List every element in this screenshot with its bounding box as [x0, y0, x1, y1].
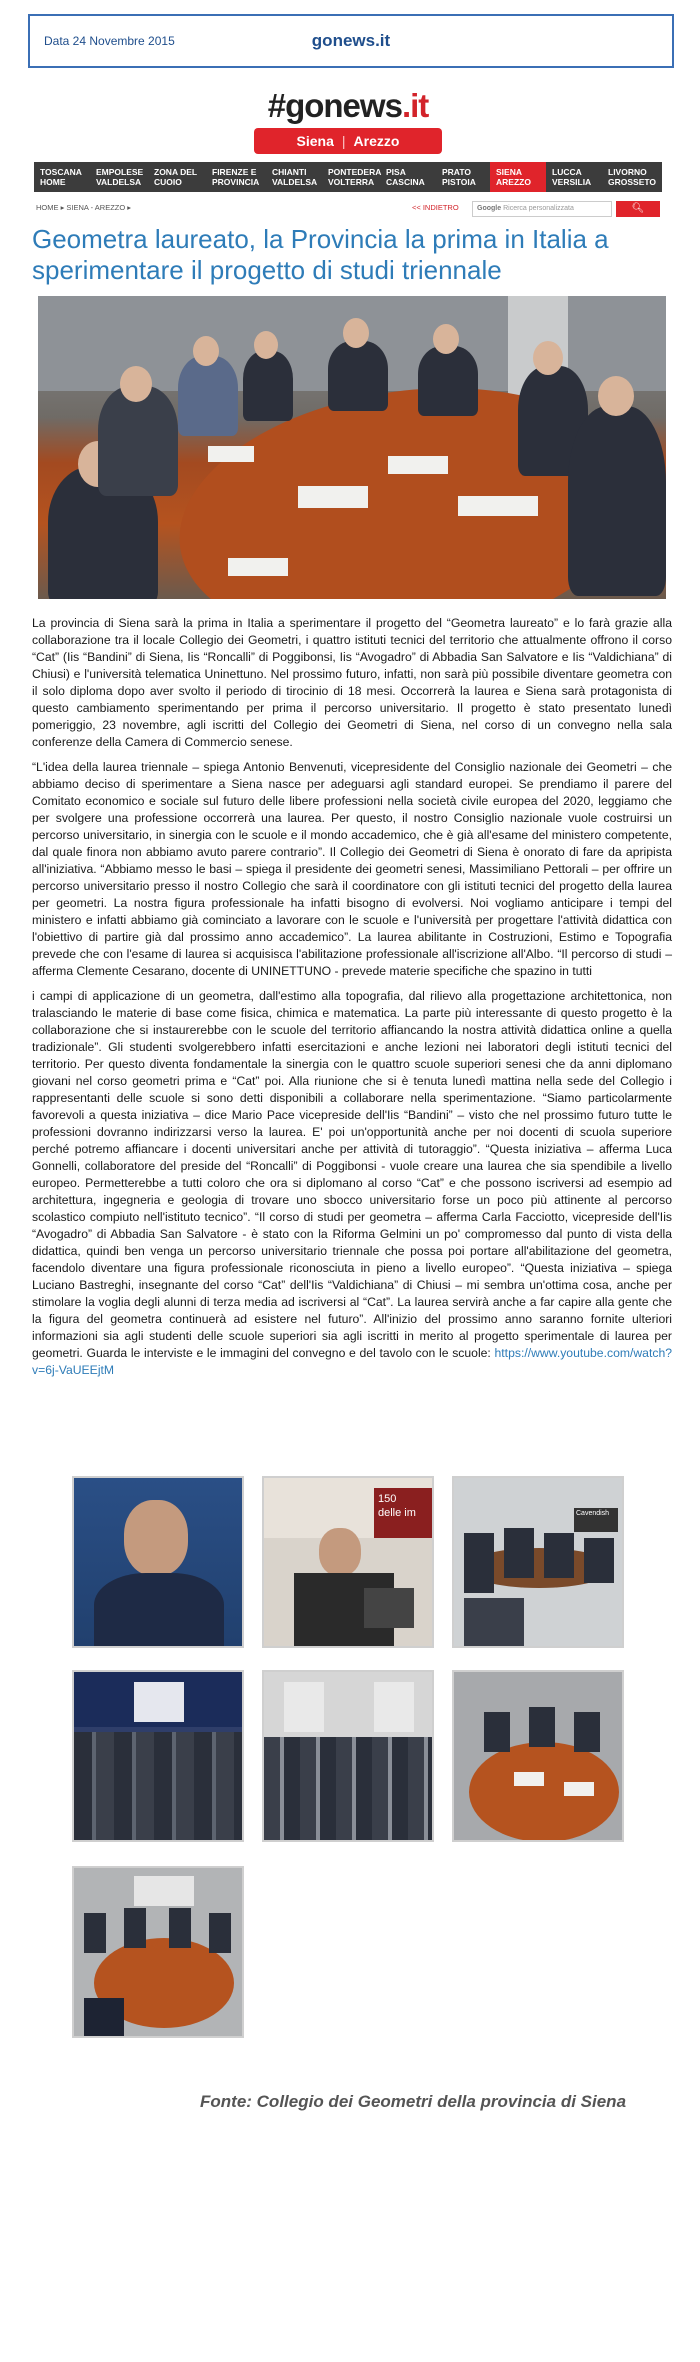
nav-item-zona-del-cuoio[interactable]: ZONA DEL CUOIO — [154, 167, 198, 187]
breadcrumb[interactable]: HOME ▸ SIENA - AREZZO ▸ — [36, 203, 132, 212]
article-paragraph: “L'idea della laurea triennale – spiega Antonio Benvenuti, vicepresidente del Consiglio nazionale dei Geometri – che abbiamo deciso di sperimentare a Siena nasce per adeguarsi agli standard europei. Se prendiamo il parere del Comitato economico e sociale sul futuro delle libere professioni nella società civile europea del 2020, leggiamo che per svolgere una professione occorrerà una laurea. Per questo, il nostro Consiglio nazionale vuole costruirsi un percorso universitario, in sinergia con le scuole e il mondo accademico, che è già all'esame del ministero competente, dal quale finora non abbiamo avuto parere contrario”. Il Collegio dei Geometri di Siena è onorato di fare da apripista all'iniziativa. “Abbiamo messo le basi – spiega il presidente dei geometri senesi, Massimiliano Pettorali – per offrire un percorso universitario presso il nostro Collegio che sarà il coordinatore con gli istituti tecnici del progetto della laurea per geometri. La nostra figura professionale ha infatti bisogno di evolversi. Noi vogliamo anticipare i tempi del ministero e infatti abbiamo già cominciato a lavorare con le scuole e l'università per progettare l'attività didattica con l'obiettivo di partire già dal prossimo anno accademico”. La laurea abilitante in Costruzioni, Estimo e Topografia prevede che con l'esame di laurea si acquisisca l'abilitazione professionale all'iscrizione all'Albo. “Il percorso di studi – afferma Clemente Cesarano, docente di UNINETTUNO - prevede materie specifiche che spazino in tutti — [32, 760, 672, 978]
main-navigation — [34, 162, 662, 192]
sign-text: Cavendish — [574, 1508, 618, 1532]
search-placeholder: Ricerca personalizzata — [503, 205, 574, 212]
banner-text: 150 delle im — [374, 1488, 434, 1538]
nav-item-lucca-versilia[interactable]: LUCCA VERSILIA — [552, 167, 592, 187]
nav-item-toscana-home[interactable]: TOSCANA HOME — [40, 167, 82, 187]
gallery-thumbnail[interactable] — [262, 1670, 434, 1842]
article-paragraph: i campi di applicazione di un geometra, dall'estimo alla topografia, dal rilievo alla progettazione architettonica, non tralasciando le materie di base come fisica, chimica e matematica. La parte più interessante di questo progetto è la collaborazione che si instaurerebbe con le scuole del territorio affiancando la nostra attività didattica online a quella tradizionale”. Gli studenti svolgerebbero infatti esercitazioni e anche lezioni nei laboratori degli istituti tecnici del territorio. Per questo diventa fondamentale la sinergia con le quattro scuole superiori senesi che da anni diplomano giovani nel corso geometri prima e “Cat” poi. Alla riunione che si è tenuta lunedì mattina nella sede del Collegio i rappresentanti delle scuole si sono detti disponibili a collaborare nella sperimentazione. “Siamo particolarmente favorevoli a questa iniziativa – dice Mario Pace vicepreside dell'Iis “Bandini” – visto che nel prossimo futuro tutte le professioni dovranno indirizzarsi verso la laurea. E' poi un'opportunità anche per noi docenti di scuola superiore perché potremo affiancare i docenti universitari anche per attività di tutoraggio”. “Questa iniziativa – afferma Luca Gonnelli, collaboratore del preside del “Roncalli” di Poggibonsi - vuole creare una laurea che sia spendibile a livello europeo. Permetterebbe a tutti coloro che ora si diplomano al corso “Cat” e che possono iscriversi ad esempio ad architettura, ingegneria e geologia di trovare uno sbocco universitario forse un poco più attinente al percorso scolastico compiuto nell'istituto tecnico”. “Il corso di studi per geometra – afferma Carla Facciotto, vicepreside dell'Iis “Avogadro” di Abbadia San Salvatore - è stato con la Riforma Gelmini un po' compromesso dal punto di vista della didattica, quindi ben venga un percorso universitario triennale che possa poi portare all'abilitazione del geometra, facendolo diventare una figura professionale riconosciuta in pieno a livello europeo”. “Questa iniziativa – spiega Luciano Bastreghi, insegnante del corso “Cat” dell'Iis “Valdichiana” di Chiusi – mi sembra un'ottima cosa, anche per stimolare la voglia degli alunni di terza media ad iscriversi al “Cat”. La laurea servirà anche a far capire alla gente che la figura del geometra continuerà ad esistere nel futuro”. All'inizio del prossimo anno saranno fornite ulteriori informazioni sia agli studenti delle scuole superiori sia agli iscritti in merito al progetto sperimentale di laurea per geometri. Guarda le interviste e le immagini del convegno e del tavolo con le scuole: https://www.youtube.com/watch?v=6j-VaUEEjtM — [32, 989, 672, 1377]
nav-item-prato-pistoia[interactable]: PRATO PISTOIA — [442, 167, 476, 187]
nav-item-chianti-valdelsa[interactable]: CHIANTI VALDELSA — [272, 167, 318, 187]
article-source: Fonte: Collegio dei Geometri della provincia di Siena — [200, 2092, 627, 2111]
main-article-photo — [38, 296, 666, 599]
nav-item-firenze-provincia[interactable]: FIRENZE E PROVINCIA — [212, 167, 260, 187]
back-link[interactable]: << INDIETRO — [412, 203, 459, 212]
gallery-thumbnail[interactable] — [72, 1670, 244, 1842]
gallery-thumbnail[interactable] — [452, 1476, 624, 1648]
gallery-thumbnail[interactable] — [262, 1476, 434, 1648]
article-paragraph: La provincia di Siena sarà la prima in Italia a sperimentare il progetto del “Geometra laureato” e lo farà grazie alla collaborazione tra il locale Collegio dei Geometri, i quattro istituti tecnici del territorio che attualmente offrono il corso “Cat” (Iis “Bandini” di Siena, Iis “Roncalli” di Poggibonsi, Iis “Avogadro” di Abbadia San Salvatore e Iis “Valdichiana” di Chiusi) e l'università telematica Uninettuno. Nel prossimo futuro, infatti, non sarà più possibile diventare geometra con il solo diploma dopo aver svolto il periodo di tirocinio di 18 mesi. Occorrerà la laurea e Siena sarà protagonista di questo cambiamento sperimentando per prima il percorso universitario. Il progetto è stato presentato lunedì pomeriggio, 23 novembre, agli iscritti del Collegio dei Geometri di Siena, nel corso di un convegno nella sala conferenze della Camera di Commercio senese. — [32, 616, 672, 749]
article-body — [32, 615, 672, 1387]
gallery-thumbnail[interactable] — [452, 1670, 624, 1842]
article-date: Data 24 Novembre 2015 — [44, 34, 175, 48]
date-header-box — [28, 14, 674, 68]
site-logo[interactable] — [248, 88, 448, 154]
google-label: Google — [477, 205, 502, 212]
logo-wordmark: #gonews.it — [267, 87, 429, 124]
gallery-thumbnail[interactable] — [72, 1866, 244, 2038]
youtube-link[interactable]: https://www.youtube.com/watch?v=6j-VaUEEjtM — [32, 1346, 672, 1377]
gallery-thumbnail[interactable] — [72, 1476, 244, 1648]
nav-item-livorno-grosseto[interactable]: LIVORNO GROSSETO — [608, 167, 657, 187]
nav-item-empolese-valdelsa[interactable]: EMPOLESE VALDELSA — [96, 167, 144, 187]
nav-item-siena-arezzo[interactable]: SIENA AREZZO — [490, 162, 546, 192]
nav-item-pontedera-volterra[interactable]: PONTEDERA VOLTERRA — [328, 167, 382, 187]
search-icon: 🔍︎ — [631, 203, 645, 214]
logo-edition-badge: Siena | Arezzo — [254, 128, 442, 154]
search-button[interactable] — [616, 201, 660, 217]
nav-item-pisa-cascina[interactable]: PISA CASCINA — [386, 167, 425, 187]
site-name[interactable]: gonews.it — [311, 31, 391, 50]
article-title: Geometra laureato, la Provincia la prima in Italia a sperimentare il progetto di studi triennale — [32, 224, 609, 285]
search-input[interactable] — [472, 201, 612, 217]
